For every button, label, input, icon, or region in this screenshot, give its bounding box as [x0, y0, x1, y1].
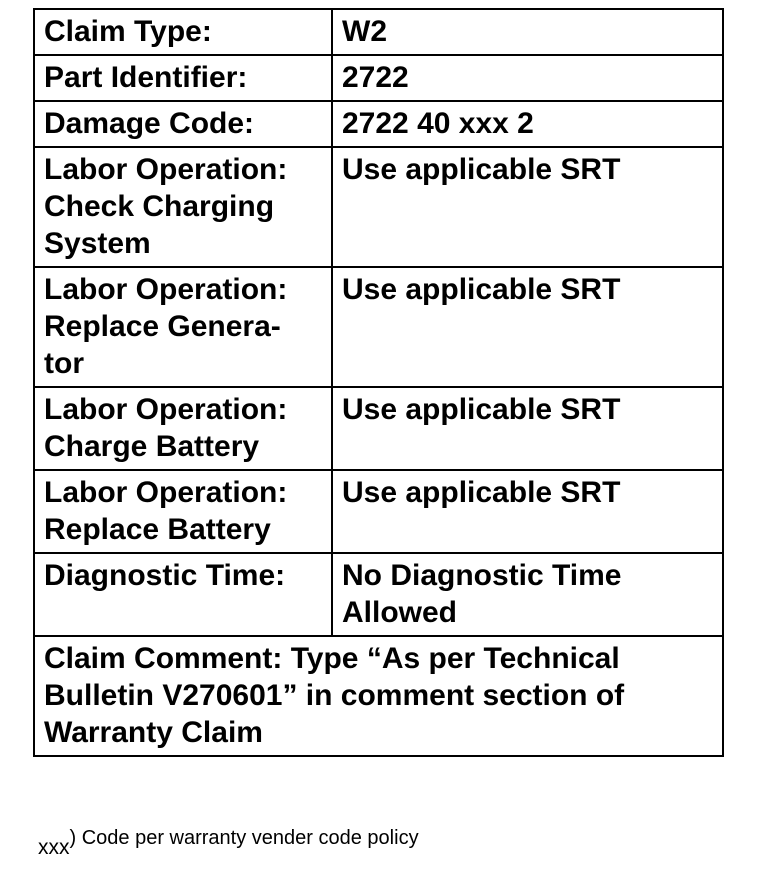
warranty-claim-table [33, 8, 724, 757]
table-row [34, 147, 723, 267]
footnote-text: ) Code per warranty vender code policy [69, 827, 419, 849]
claim-type-value: W2 [332, 9, 723, 55]
labor-operation-replace-battery-label: Labor Operation: Replace Battery [34, 470, 332, 553]
table-row [34, 101, 723, 147]
table-row [34, 470, 723, 553]
part-identifier-value: 2722 [332, 55, 723, 101]
table-row [34, 636, 723, 756]
diagnostic-time-value: No Diagnostic Time Allowed [332, 553, 723, 636]
labor-operation-replace-generator-label: Labor Operation: Replace Genera- tor [34, 267, 332, 387]
table-row [34, 55, 723, 101]
footnote-marker: xxx [38, 836, 70, 859]
labor-operation-replace-generator-value: Use applicable SRT [332, 267, 723, 387]
labor-operation-charge-battery-label: Labor Operation: Charge Battery [34, 387, 332, 470]
claim-type-label: Claim Type: [34, 9, 332, 55]
labor-operation-check-charging-label: Labor Operation: Check Charging System [34, 147, 332, 267]
labor-operation-check-charging-value: Use applicable SRT [332, 147, 723, 267]
table-row [34, 9, 723, 55]
diagnostic-time-label: Diagnostic Time: [34, 553, 332, 636]
labor-operation-charge-battery-value: Use applicable SRT [332, 387, 723, 470]
damage-code-value: 2722 40 xxx 2 [332, 101, 723, 147]
footnote [38, 825, 419, 859]
table-row [34, 387, 723, 470]
part-identifier-label: Part Identifier: [34, 55, 332, 101]
claim-comment: Claim Comment: Type “As per Technical Bulletin V270601” in comment section of Warranty Claim [34, 636, 723, 756]
labor-operation-replace-battery-value: Use applicable SRT [332, 470, 723, 553]
table-row [34, 267, 723, 387]
damage-code-label: Damage Code: [34, 101, 332, 147]
table-row [34, 553, 723, 636]
